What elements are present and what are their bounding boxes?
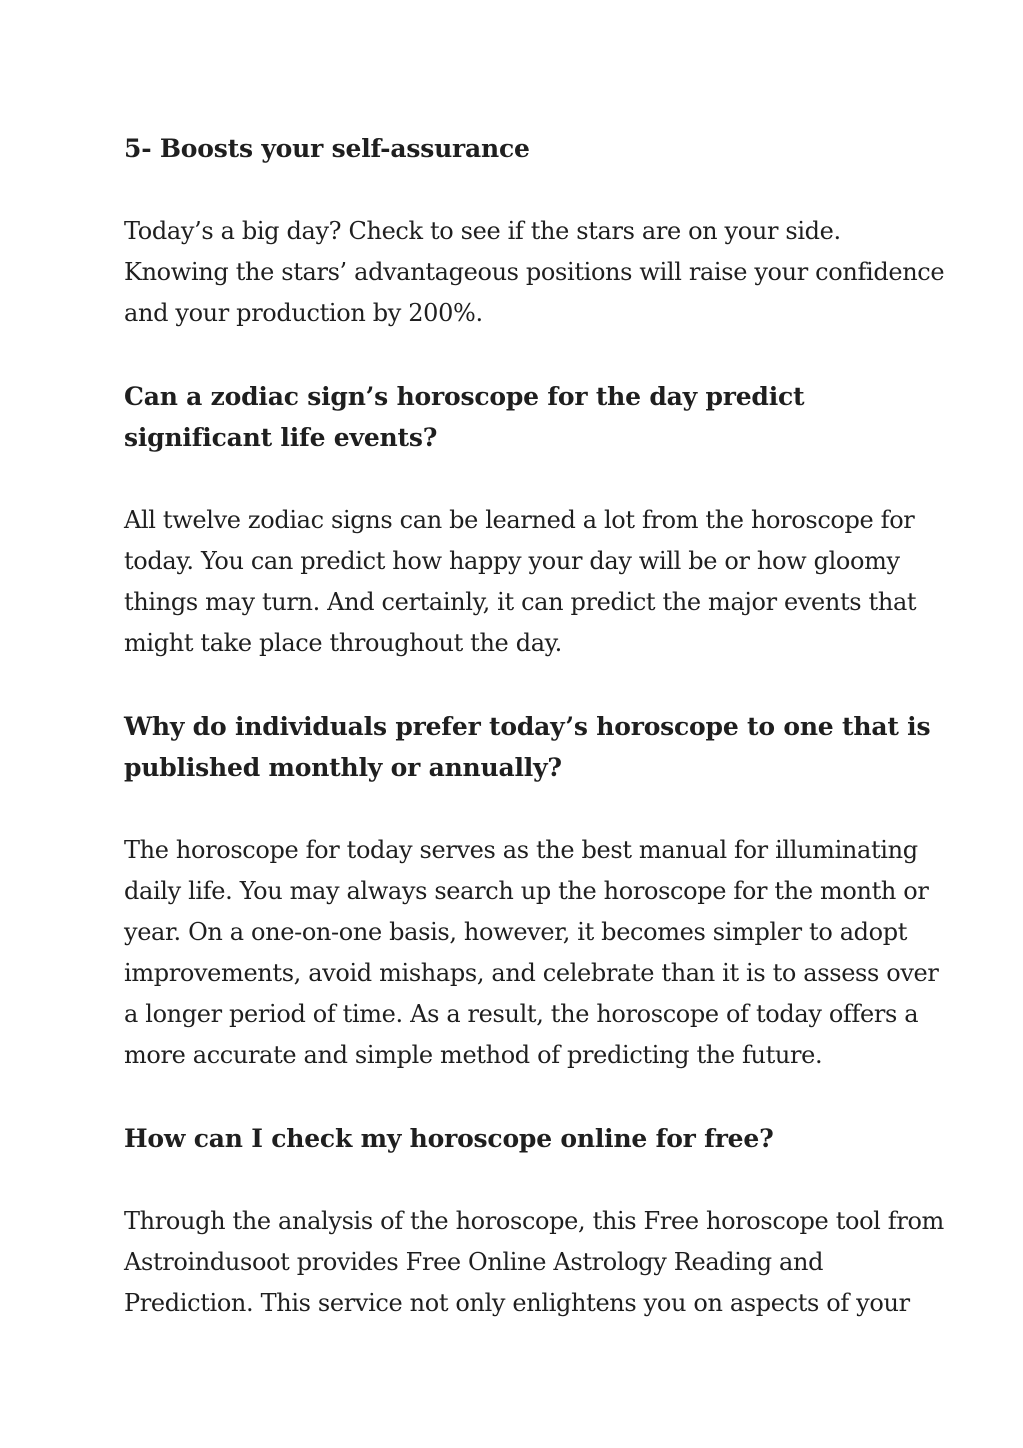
paragraph-line: and your production by 200%.: [124, 299, 483, 327]
spacer: [124, 1159, 914, 1201]
paragraph-line: Today’s a big day? Check to see if the stars are on your side.: [124, 217, 841, 245]
paragraph-line: year. On a one-on-one basis, however, it becomes simpler to adopt: [124, 918, 908, 946]
paragraph-line: improvements, avoid mishaps, and celebrate than it is to assess over: [124, 959, 939, 987]
paragraph-line: might take place throughout the day.: [124, 629, 562, 657]
heading-line: Can a zodiac sign’s horoscope for the day predict: [124, 382, 805, 411]
section-heading: [124, 706, 931, 788]
section-heading: [124, 128, 914, 169]
spacer: [124, 1076, 914, 1118]
document-page: [124, 128, 945, 1324]
paragraph-line: Prediction. This service not only enlightens you on aspects of your: [124, 1289, 910, 1317]
heading-line: significant life events?: [124, 423, 438, 452]
section-heading: [124, 376, 914, 458]
paragraph-line: more accurate and simple method of predicting the future.: [124, 1041, 823, 1069]
heading-line: How can I check my horoscope online for free?: [124, 1124, 774, 1153]
paragraph-line: daily life. You may always search up the horoscope for the month or: [124, 877, 929, 905]
heading-line: published monthly or annually?: [124, 753, 562, 782]
section-paragraph: [124, 211, 945, 334]
heading-line: 5- Boosts your self-assurance: [124, 134, 530, 163]
paragraph-line: Knowing the stars’ advantageous positions will raise your confidence: [124, 258, 945, 286]
paragraph-line: Astroindusoot provides Free Online Astrology Reading and: [124, 1248, 824, 1276]
section-paragraph: [124, 500, 917, 664]
spacer: [124, 664, 914, 706]
paragraph-line: things may turn. And certainly, it can predict the major events that: [124, 588, 917, 616]
spacer: [124, 458, 914, 500]
section-heading: [124, 1118, 914, 1159]
spacer: [124, 788, 914, 830]
section-paragraph: [124, 1201, 944, 1324]
heading-line: Why do individuals prefer today’s horoscope to one that is: [124, 712, 931, 741]
paragraph-line: Through the analysis of the horoscope, this Free horoscope tool from: [124, 1207, 944, 1235]
spacer: [124, 169, 914, 211]
spacer: [124, 334, 914, 376]
paragraph-line: The horoscope for today serves as the best manual for illuminating: [124, 836, 918, 864]
section-paragraph: [124, 830, 939, 1076]
paragraph-line: a longer period of time. As a result, the horoscope of today offers a: [124, 1000, 919, 1028]
paragraph-line: All twelve zodiac signs can be learned a lot from the horoscope for: [124, 506, 915, 534]
paragraph-line: today. You can predict how happy your day will be or how gloomy: [124, 547, 900, 575]
